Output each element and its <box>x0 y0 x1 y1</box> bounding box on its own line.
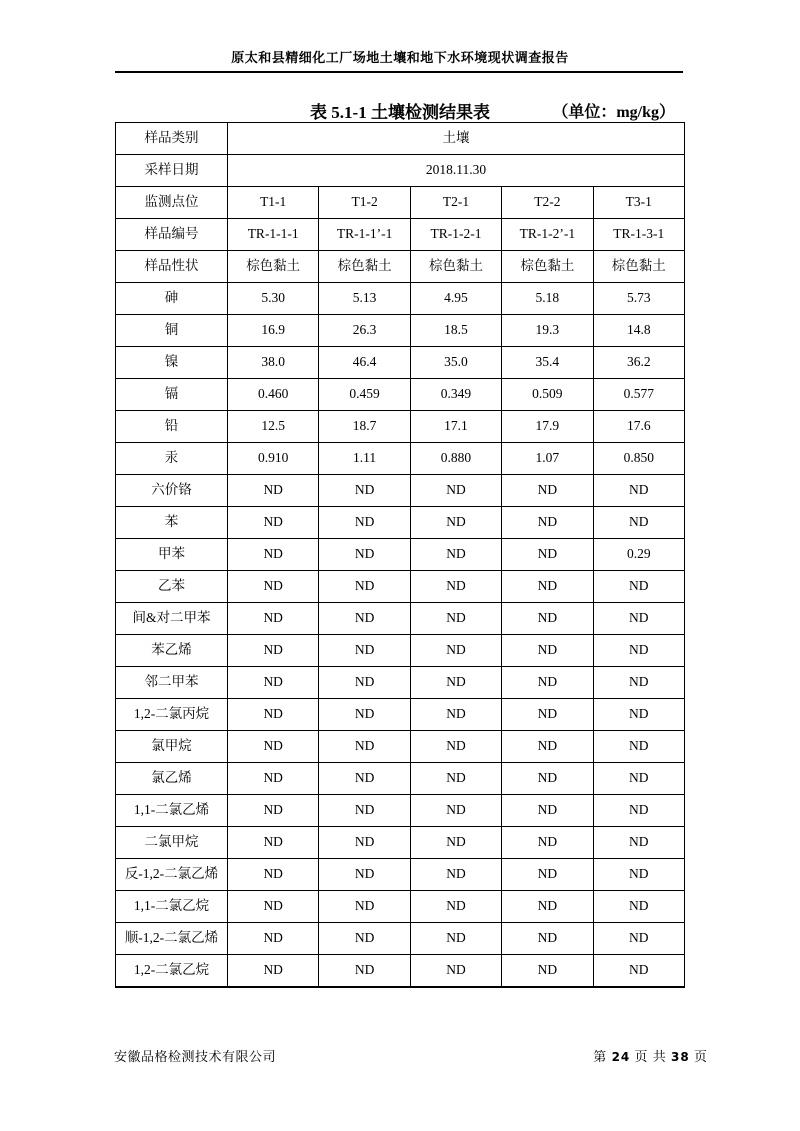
header-divider <box>115 71 683 73</box>
row-value-cell: 土壤 <box>228 123 685 155</box>
row-value-cell: ND <box>593 603 684 635</box>
row-value-cell: 1.07 <box>502 443 593 475</box>
row-value-cell: ND <box>228 635 319 667</box>
row-value-cell: ND <box>502 891 593 923</box>
row-value-cell: 0.349 <box>410 379 501 411</box>
row-value-cell: ND <box>228 571 319 603</box>
footer-page-label-2: 页 共 <box>634 1049 667 1064</box>
table-row <box>116 315 685 347</box>
row-value-cell: ND <box>319 859 410 891</box>
row-value-cell: 36.2 <box>593 347 684 379</box>
row-value-cell: ND <box>410 827 501 859</box>
table-row <box>116 827 685 859</box>
row-value-cell: ND <box>228 507 319 539</box>
row-value-cell: ND <box>502 763 593 795</box>
row-label-cell: 采样日期 <box>116 155 228 187</box>
table-row <box>116 443 685 475</box>
row-label-cell: 1,2-二氯丙烷 <box>116 699 228 731</box>
row-value-cell: ND <box>593 859 684 891</box>
row-label-cell: 二氯甲烷 <box>116 827 228 859</box>
row-value-cell: ND <box>502 507 593 539</box>
row-value-cell: ND <box>410 571 501 603</box>
table-row <box>116 891 685 923</box>
row-label-cell: 1,1-二氯乙烷 <box>116 891 228 923</box>
results-table-body <box>116 123 685 988</box>
row-value-cell: ND <box>593 507 684 539</box>
footer-page-info <box>593 1046 708 1065</box>
row-label-cell: 甲苯 <box>116 539 228 571</box>
footer-company-name: 安徽品格检测技术有限公司 <box>114 1049 277 1064</box>
row-value-cell: ND <box>410 955 501 988</box>
row-value-cell: ND <box>410 603 501 635</box>
row-value-cell: ND <box>410 763 501 795</box>
row-value-cell: 18.5 <box>410 315 501 347</box>
row-label-cell: 1,1-二氯乙烯 <box>116 795 228 827</box>
row-value-cell: ND <box>319 475 410 507</box>
row-value-cell: ND <box>319 571 410 603</box>
table-row <box>116 379 685 411</box>
row-value-cell: ND <box>319 763 410 795</box>
row-label-cell: 铜 <box>116 315 228 347</box>
row-value-cell: ND <box>228 539 319 571</box>
row-value-cell: T1-1 <box>228 187 319 219</box>
row-value-cell: ND <box>319 955 410 988</box>
row-value-cell: T1-2 <box>319 187 410 219</box>
row-value-cell: 5.30 <box>228 283 319 315</box>
table-row <box>116 219 685 251</box>
row-value-cell: 17.1 <box>410 411 501 443</box>
table-row <box>116 859 685 891</box>
row-value-cell: 35.0 <box>410 347 501 379</box>
row-value-cell: ND <box>593 731 684 763</box>
table-title-row <box>115 98 685 122</box>
row-value-cell: ND <box>502 827 593 859</box>
row-value-cell: 18.7 <box>319 411 410 443</box>
row-label-cell: 氯甲烷 <box>116 731 228 763</box>
row-value-cell: ND <box>593 827 684 859</box>
row-value-cell: TR-1-3-1 <box>593 219 684 251</box>
row-value-cell: ND <box>228 795 319 827</box>
footer-page-total: 38 <box>671 1050 690 1064</box>
row-value-cell: ND <box>410 795 501 827</box>
row-value-cell: ND <box>410 923 501 955</box>
row-label-cell: 样品编号 <box>116 219 228 251</box>
row-value-cell: TR-1-2-1 <box>410 219 501 251</box>
row-value-cell: ND <box>319 667 410 699</box>
table-title: 表 5.1-1 土壤检测结果表 <box>310 103 490 122</box>
row-value-cell: ND <box>502 795 593 827</box>
row-value-cell: ND <box>502 475 593 507</box>
row-value-cell: ND <box>593 699 684 731</box>
row-value-cell: ND <box>410 539 501 571</box>
row-label-cell: 镍 <box>116 347 228 379</box>
table-row <box>116 923 685 955</box>
row-value-cell: ND <box>228 667 319 699</box>
row-value-cell: ND <box>410 507 501 539</box>
row-value-cell: ND <box>228 603 319 635</box>
row-value-cell: ND <box>319 731 410 763</box>
row-label-cell: 样品性状 <box>116 251 228 283</box>
row-value-cell: 17.6 <box>593 411 684 443</box>
row-value-cell: 4.95 <box>410 283 501 315</box>
table-row <box>116 155 685 187</box>
row-value-cell: 棕色黏土 <box>410 251 501 283</box>
row-value-cell: ND <box>593 763 684 795</box>
row-value-cell: ND <box>502 603 593 635</box>
row-value-cell: ND <box>410 667 501 699</box>
row-value-cell: 19.3 <box>502 315 593 347</box>
row-label-cell: 样品类别 <box>116 123 228 155</box>
row-value-cell: TR-1-1’-1 <box>319 219 410 251</box>
row-label-cell: 六价铬 <box>116 475 228 507</box>
row-label-cell: 顺-1,2-二氯乙烯 <box>116 923 228 955</box>
table-row <box>116 411 685 443</box>
table-row <box>116 251 685 283</box>
row-value-cell: 5.18 <box>502 283 593 315</box>
row-value-cell: ND <box>410 699 501 731</box>
row-value-cell: T3-1 <box>593 187 684 219</box>
row-value-cell: 0.460 <box>228 379 319 411</box>
row-label-cell: 反-1,2-二氯乙烯 <box>116 859 228 891</box>
row-value-cell: ND <box>593 923 684 955</box>
row-value-cell: 0.29 <box>593 539 684 571</box>
row-value-cell: ND <box>502 955 593 988</box>
row-value-cell: 17.9 <box>502 411 593 443</box>
row-value-cell: ND <box>319 539 410 571</box>
row-value-cell: ND <box>593 891 684 923</box>
row-value-cell: 35.4 <box>502 347 593 379</box>
table-row <box>116 635 685 667</box>
row-value-cell: ND <box>319 795 410 827</box>
row-value-cell: ND <box>593 475 684 507</box>
row-label-cell: 乙苯 <box>116 571 228 603</box>
row-value-cell: 0.577 <box>593 379 684 411</box>
table-unit-label: （单位：mg/kg） <box>552 104 675 121</box>
row-value-cell: ND <box>593 635 684 667</box>
row-value-cell: ND <box>319 635 410 667</box>
footer-page-label-1: 第 <box>593 1049 608 1064</box>
table-row <box>116 123 685 155</box>
row-label-cell: 砷 <box>116 283 228 315</box>
row-value-cell: ND <box>228 827 319 859</box>
row-value-cell: ND <box>319 923 410 955</box>
row-value-cell: 12.5 <box>228 411 319 443</box>
row-value-cell: ND <box>228 763 319 795</box>
row-value-cell: 0.509 <box>502 379 593 411</box>
row-value-cell: ND <box>410 859 501 891</box>
results-table <box>115 122 685 988</box>
row-label-cell: 氯乙烯 <box>116 763 228 795</box>
row-value-cell: 1.11 <box>319 443 410 475</box>
row-value-cell: T2-1 <box>410 187 501 219</box>
row-value-cell: 14.8 <box>593 315 684 347</box>
row-value-cell: ND <box>410 731 501 763</box>
table-row <box>116 187 685 219</box>
row-value-cell: ND <box>228 859 319 891</box>
row-label-cell: 间&对二甲苯 <box>116 603 228 635</box>
row-value-cell: 0.850 <box>593 443 684 475</box>
table-row <box>116 475 685 507</box>
row-value-cell: 棕色黏土 <box>502 251 593 283</box>
row-value-cell: ND <box>410 475 501 507</box>
row-value-cell: ND <box>593 795 684 827</box>
table-row <box>116 763 685 795</box>
row-value-cell: ND <box>228 475 319 507</box>
row-value-cell: 2018.11.30 <box>228 155 685 187</box>
row-value-cell: ND <box>502 699 593 731</box>
row-value-cell: ND <box>410 891 501 923</box>
table-row <box>116 507 685 539</box>
table-row <box>116 955 685 988</box>
row-value-cell: ND <box>502 571 593 603</box>
row-value-cell: ND <box>228 731 319 763</box>
row-value-cell: ND <box>593 571 684 603</box>
row-value-cell: ND <box>228 955 319 988</box>
row-value-cell: ND <box>319 891 410 923</box>
row-label-cell: 汞 <box>116 443 228 475</box>
table-row <box>116 571 685 603</box>
table-row <box>116 539 685 571</box>
row-value-cell: ND <box>502 635 593 667</box>
footer-page-number: 24 <box>611 1050 631 1064</box>
row-value-cell: 46.4 <box>319 347 410 379</box>
row-label-cell: 铅 <box>116 411 228 443</box>
row-label-cell: 监测点位 <box>116 187 228 219</box>
table-row <box>116 699 685 731</box>
row-value-cell: 棕色黏土 <box>319 251 410 283</box>
row-label-cell: 苯 <box>116 507 228 539</box>
row-value-cell: 0.910 <box>228 443 319 475</box>
row-value-cell: ND <box>319 603 410 635</box>
row-value-cell: ND <box>593 955 684 988</box>
table-row <box>116 731 685 763</box>
row-value-cell: TR-1-1-1 <box>228 219 319 251</box>
row-value-cell: 16.9 <box>228 315 319 347</box>
row-value-cell: ND <box>502 859 593 891</box>
row-value-cell: 棕色黏土 <box>593 251 684 283</box>
row-value-cell: ND <box>319 827 410 859</box>
row-value-cell: 5.73 <box>593 283 684 315</box>
row-value-cell: ND <box>228 699 319 731</box>
row-value-cell: ND <box>228 891 319 923</box>
row-value-cell: ND <box>593 667 684 699</box>
row-label-cell: 1,2-二氯乙烷 <box>116 955 228 988</box>
row-value-cell: 棕色黏土 <box>228 251 319 283</box>
row-value-cell: ND <box>502 539 593 571</box>
table-row <box>116 795 685 827</box>
table-row <box>116 667 685 699</box>
table-row <box>116 283 685 315</box>
row-value-cell: T2-2 <box>502 187 593 219</box>
row-value-cell: 38.0 <box>228 347 319 379</box>
row-value-cell: ND <box>319 699 410 731</box>
row-label-cell: 镉 <box>116 379 228 411</box>
row-value-cell: ND <box>502 731 593 763</box>
footer-page-label-3: 页 <box>693 1049 708 1064</box>
table-row <box>116 603 685 635</box>
row-value-cell: ND <box>410 635 501 667</box>
row-value-cell: ND <box>319 507 410 539</box>
table-row <box>116 347 685 379</box>
row-value-cell: 0.880 <box>410 443 501 475</box>
row-value-cell: ND <box>502 923 593 955</box>
row-value-cell: TR-1-2’-1 <box>502 219 593 251</box>
row-value-cell: 26.3 <box>319 315 410 347</box>
row-value-cell: 5.13 <box>319 283 410 315</box>
row-label-cell: 邻二甲苯 <box>116 667 228 699</box>
row-value-cell: ND <box>228 923 319 955</box>
row-value-cell: 0.459 <box>319 379 410 411</box>
row-label-cell: 苯乙烯 <box>116 635 228 667</box>
row-value-cell: ND <box>502 667 593 699</box>
document-header-title: 原太和县精细化工厂场地土壤和地下水环境现状调查报告 <box>231 50 569 65</box>
